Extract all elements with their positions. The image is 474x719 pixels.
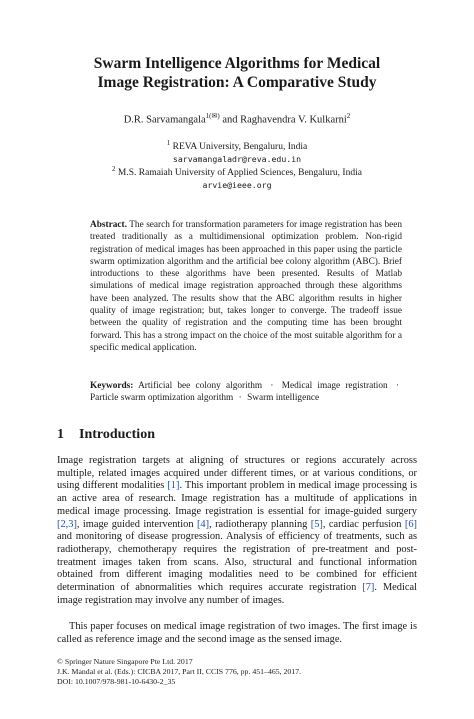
copyright-line: © Springer Nature Singapore Pte Ltd. 2017 — [57, 657, 193, 666]
intro-paragraph-1 — [57, 455, 417, 607]
envelope-icon[interactable]: ✉ — [211, 112, 218, 120]
author-2-superscript: 2 — [346, 112, 351, 120]
title-line-2: Image Registration: A Comparative Study — [97, 74, 377, 91]
intro-paragraph-2: This paper focuses on medical image registration of two images. The first image is called as reference image and the second image as the sensed image. — [57, 621, 417, 645]
paragraph-text: , image guided intervention — [76, 518, 197, 530]
affiliation-2-email[interactable]: arvie@ieee.org — [202, 180, 272, 191]
paragraph-text: . This important problem in medical image processing is an active area of research. Image registration has a multitude of applications in medical image processing. Image registration is essential for image-guided surgery — [57, 480, 417, 517]
author-1-affil-number: 1( — [205, 112, 212, 120]
paper-title — [40, 54, 434, 92]
affiliation-2-number: 2 — [112, 165, 116, 173]
abstract — [90, 219, 402, 354]
author-1-superscript — [206, 112, 220, 120]
author-1-sup-close: ) — [217, 112, 220, 120]
paragraph-text: , cardiac perfusion — [322, 518, 405, 530]
paragraph-text: and monitoring of disease progression. Analysis of efficiency of treatments, such as radiotherapy, chemotherapy requires the registration of pre-treatment and post-treatment images taken from scans. Also, structural and functional information obtained from different imaging modalities need to be combined for efficient determination of abnormalities which requires accurate registration — [57, 531, 417, 594]
affiliation-1-email[interactable]: sarvamangaladr@reva.edu.in — [172, 154, 302, 165]
keyword-separator: · — [395, 381, 399, 391]
citation-link[interactable]: [5] — [310, 518, 323, 530]
citation-link[interactable]: [2,3] — [57, 518, 77, 530]
keywords — [90, 380, 402, 405]
citation-link[interactable]: [4] — [196, 518, 210, 530]
citation-link[interactable]: [6] — [404, 518, 417, 530]
affiliation-2-name: M.S. Ramaiah University of Applied Sciences, Bengaluru, India — [117, 168, 362, 179]
author-list — [40, 112, 434, 126]
keywords-label: Keywords: — [90, 381, 134, 391]
affiliation-1 — [40, 137, 434, 165]
keyword-4: Swarm intelligence — [247, 393, 320, 404]
author-conjunction: and — [219, 114, 241, 126]
section-title: Introduction — [79, 427, 155, 442]
paragraph-text: . Medical image registration may involve any number of images. — [57, 582, 417, 606]
affiliation-2 — [40, 163, 434, 191]
keyword-3: Particle swarm optimization algorithm — [90, 393, 234, 404]
affiliation-1-name: REVA University, Bengaluru, India — [172, 142, 308, 153]
author-2-name: Raghavendra V. Kulkarni — [240, 114, 347, 126]
keyword-separator: · — [270, 381, 274, 391]
abstract-label: Abstract. — [90, 220, 127, 230]
citation-link[interactable]: [1] — [167, 480, 180, 492]
keyword-1: Artificial bee colony algorithm — [138, 381, 263, 391]
page-footer — [57, 657, 417, 687]
keyword-2: Medical image registration — [281, 381, 388, 391]
keyword-separator: · — [238, 393, 242, 404]
abstract-text: The search for transformation parameters for image registration has been treated traditionally as a multidimensional optimization problem. Non-rigid registration of medical images has been approached in this paper using the particle swarm optimization algorithm and the artificial bee colony algorithm (ABC). Brief introductions to these algorithms have been presented. Results of Matlab simulations of medical image registration approached through these algorithms have been analyzed. The results show that the ABC algorithm results in higher quality of image registration; but, takes longer to converge. The tradeoff issue between the quality of registration and the computing time has been brought forward. This has a strong impact on the choice of the most suitable algorithm for a specific medical application. — [90, 220, 403, 353]
doi-line[interactable]: DOI: 10.1007/978-981-10-6430-2_35 — [57, 677, 176, 686]
affiliation-1-number: 1 — [166, 139, 171, 147]
title-line-1: Swarm Intelligence Algorithms for Medical — [93, 55, 381, 72]
citation-link[interactable]: [7] — [362, 582, 375, 594]
section-number: 1 — [57, 427, 64, 442]
section-heading-introduction — [57, 427, 417, 443]
paragraph-text: Image registration targets at aligning of structures or regions accurately across multiple, related images acquired under different times, or at various conditions, or using different modalities — [57, 455, 417, 492]
author-1-name: D.R. Sarvamangala — [123, 114, 206, 126]
citation-line: J.K. Mandal et al. (Eds.): CICBA 2017, Part II, CCIS 776, pp. 451–465, 2017. — [57, 667, 302, 676]
paragraph-text: , radiotherapy planning — [209, 518, 311, 530]
